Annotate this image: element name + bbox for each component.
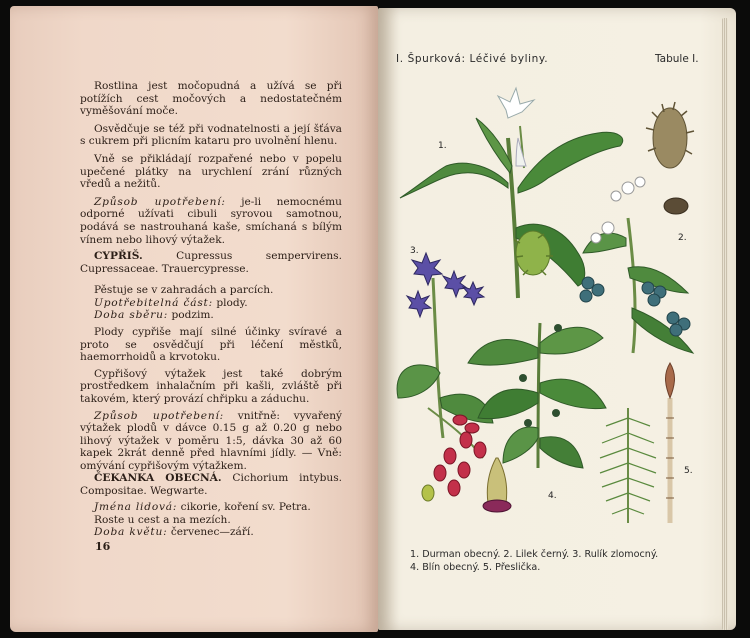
- cekanka-names-label: Jména lidová:: [94, 501, 178, 514]
- cypris-section: [80, 250, 342, 473]
- page-edges: [722, 18, 728, 630]
- horsetail-plant: [600, 363, 693, 523]
- henbane-flower: [483, 458, 557, 512]
- cekanka-bloom-value: červenec—září.: [167, 526, 254, 539]
- plate-number-5: 5.: [684, 466, 693, 476]
- plate-number-2: 2.: [678, 233, 687, 243]
- cypris-effects: Plody cypřiše mají silné účinky svíravé a proto se osvědčují při léčení městků, haemorrhoidů a krvotoku.: [80, 325, 342, 364]
- red-berries: [422, 408, 486, 501]
- cypris-habitat: Pěstuje se v zahradách a parcích.: [94, 284, 274, 297]
- plate-caption: [410, 548, 710, 574]
- cekanka-names-value: cikorie, koření sv. Petra.: [177, 501, 311, 514]
- page-number: 16: [95, 540, 111, 553]
- cypris-usage-text: vnitřně: vyvařený výtažek plodů v dávce 0.15 g až 0.20 g nebo lihový výtažek v poměru 1:5, dávka 30 až 60 kapek 2krát denně před hlavními jídly. — Vně: omývání cypřišovým výtažkem.: [80, 409, 342, 472]
- cypris-part-value: plody.: [212, 296, 248, 309]
- paragraph-external-use: Vně se přikládají rozpařené nebo v popelu upečené plátky na urychlení zrání různých vředů a nežitů.: [80, 152, 342, 191]
- belladonna-plant: [397, 246, 493, 438]
- usage-label: Způsob upotřebení:: [94, 195, 226, 208]
- paragraph-dropsy: Osvědčuje se též při vodnatelnosti a její šťáva s cukrem při plicním kataru pro uvolnění hlenu.: [80, 122, 342, 148]
- botanical-plate-illustration: [388, 78, 714, 540]
- cekanka-bloom-label: Doba květu:: [94, 526, 168, 539]
- cekanka-latin: Cichorium intybus. Compositae. Wegwarte.: [80, 472, 343, 497]
- usage-text: je-li nemocnému odporné užívati cibuli syrovou samotnou, podává se nastrouhaná kaše, smíchaná s bílým vínem nebo lihový výtažek.: [80, 195, 343, 246]
- paragraph-diuretic: Rostlina jest močopudná a užívá se při potížích cest močových a nedostatečném vyměšování moče.: [80, 80, 342, 118]
- datura-seed-pod: [646, 102, 694, 214]
- cypris-extract: Cypřišový výtažek jest také dobrým prostředkem inhalačním při kašli, zvláště při takovém, který provází chřipku a záduchu.: [80, 367, 342, 405]
- plate-label: Tabule I.: [655, 53, 699, 65]
- caption-line-1: 1. Durman obecný. 2. Lilek černý. 3. Rulík zlomocný.: [410, 549, 659, 560]
- center-leafy-plant: [468, 323, 606, 468]
- cypris-title: CYPŘIŠ.: [94, 250, 143, 262]
- plate-number-4: 4.: [548, 491, 557, 501]
- cypris-usage-label: Způsob upotřebení:: [94, 409, 225, 422]
- running-header: I. Špurková: Léčivé byliny.: [396, 53, 549, 65]
- cypris-harvest-value: podzim.: [168, 309, 214, 322]
- cekanka-section: [80, 472, 342, 539]
- cypris-harvest-label: Doba sběru:: [94, 309, 169, 322]
- cypris-latin: Cupressus sempervirens. Cupressaceae. Trauercypresse.: [80, 250, 342, 275]
- cypris-part-label: Upotřebitelná část:: [94, 296, 213, 309]
- cekanka-habitat: Roste u cest a na mezích.: [94, 513, 231, 526]
- intro-text-block: [80, 80, 342, 246]
- plate-number-1: 1.: [438, 141, 447, 151]
- caption-line-2: 4. Blín obecný. 5. Přeslička.: [410, 562, 541, 573]
- plate-number-3: 3.: [410, 246, 419, 256]
- paragraph-usage: [80, 196, 342, 246]
- cekanka-title: ČEKANKA OBECNÁ.: [94, 472, 222, 484]
